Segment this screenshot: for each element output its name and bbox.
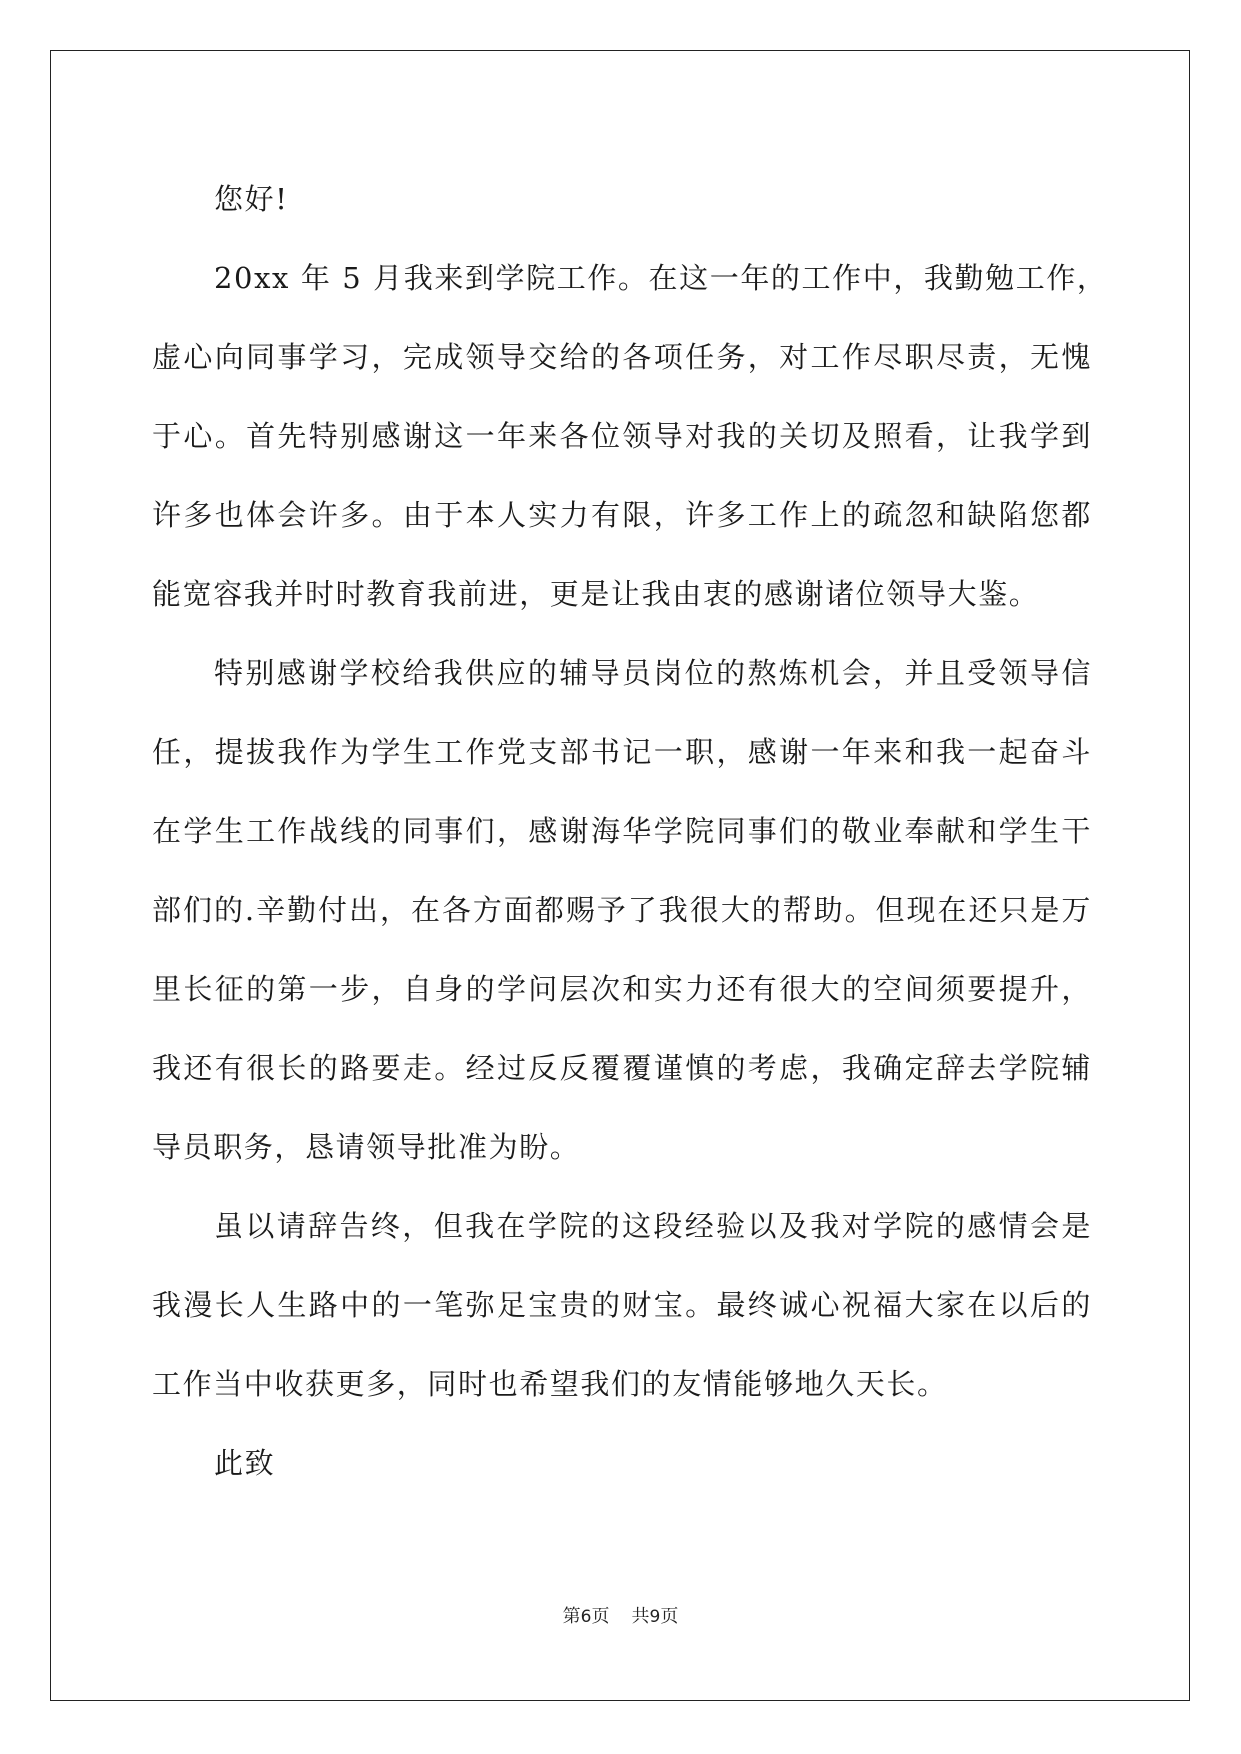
page-footer bbox=[0, 1602, 1241, 1628]
paragraph-line: 特别感谢学校给我供应的辅导员岗位的熬炼机会，并且受领导信 bbox=[214, 656, 1092, 690]
footer-total-unit: 页 bbox=[660, 1606, 679, 1627]
paragraph-line: 虽以请辞告终，但我在学院的这段经验以及我对学院的感情会是 bbox=[214, 1209, 1092, 1243]
current-page-number: 6 bbox=[580, 1607, 592, 1627]
paragraph-line: 任，提拔我作为学生工作党支部书记一职，感谢一年来和我一起奋斗 bbox=[152, 735, 1092, 769]
paragraph-line: 许多也体会许多。由于本人实力有限，许多工作上的疏忽和缺陷您都 bbox=[152, 498, 1092, 532]
footer-prefix: 第 bbox=[562, 1606, 581, 1627]
paragraph-line: 在学生工作战线的同事们，感谢海华学院同事们的敬业奉献和学生干 bbox=[152, 814, 1092, 848]
paragraph-line: 于心。首先特别感谢这一年来各位领导对我的关切及照看，让我学到 bbox=[152, 419, 1092, 453]
paragraph-2 bbox=[152, 634, 1092, 1187]
paragraph-line: 我还有很长的路要走。经过反反覆覆谨慎的考虑，我确定辞去学院辅 bbox=[152, 1051, 1092, 1085]
paragraph-line: 工作当中收获更多，同时也希望我们的友情能够地久天长。 bbox=[152, 1367, 948, 1401]
paragraph-line: 能宽容我并时时教育我前进，更是让我由衷的感谢诸位领导大鉴。 bbox=[152, 577, 1040, 611]
paragraph-line: 20xx 年 5 月我来到学院工作。在这一年的工作中，我勤勉工作， bbox=[214, 261, 1108, 295]
paragraph-line: 我漫长人生路中的一笔弥足宝贵的财宝。最终诚心祝福大家在以后的 bbox=[152, 1288, 1092, 1322]
paragraph-line: 虚心向同事学习，完成领导交给的各项任务，对工作尽职尽责，无愧 bbox=[152, 340, 1092, 374]
paragraph-line: 导员职务，恳请领导批准为盼。 bbox=[152, 1130, 581, 1164]
footer-total-prefix: 共 bbox=[631, 1606, 650, 1627]
paragraph-line: 里长征的第一步，自身的学问层次和实力还有很大的空间须要提升， bbox=[152, 972, 1092, 1006]
footer-page-unit: 页 bbox=[591, 1606, 610, 1627]
letter-body bbox=[152, 160, 1108, 1503]
paragraph-line: 部们的.辛勤付出，在各方面都赐予了我很大的帮助。但现在还只是万 bbox=[152, 893, 1092, 927]
total-pages-number: 9 bbox=[649, 1607, 661, 1627]
paragraph-3 bbox=[152, 1187, 1092, 1424]
paragraph-1 bbox=[152, 239, 1108, 634]
closing: 此致 bbox=[214, 1446, 276, 1480]
greeting: 您好! bbox=[214, 182, 289, 216]
